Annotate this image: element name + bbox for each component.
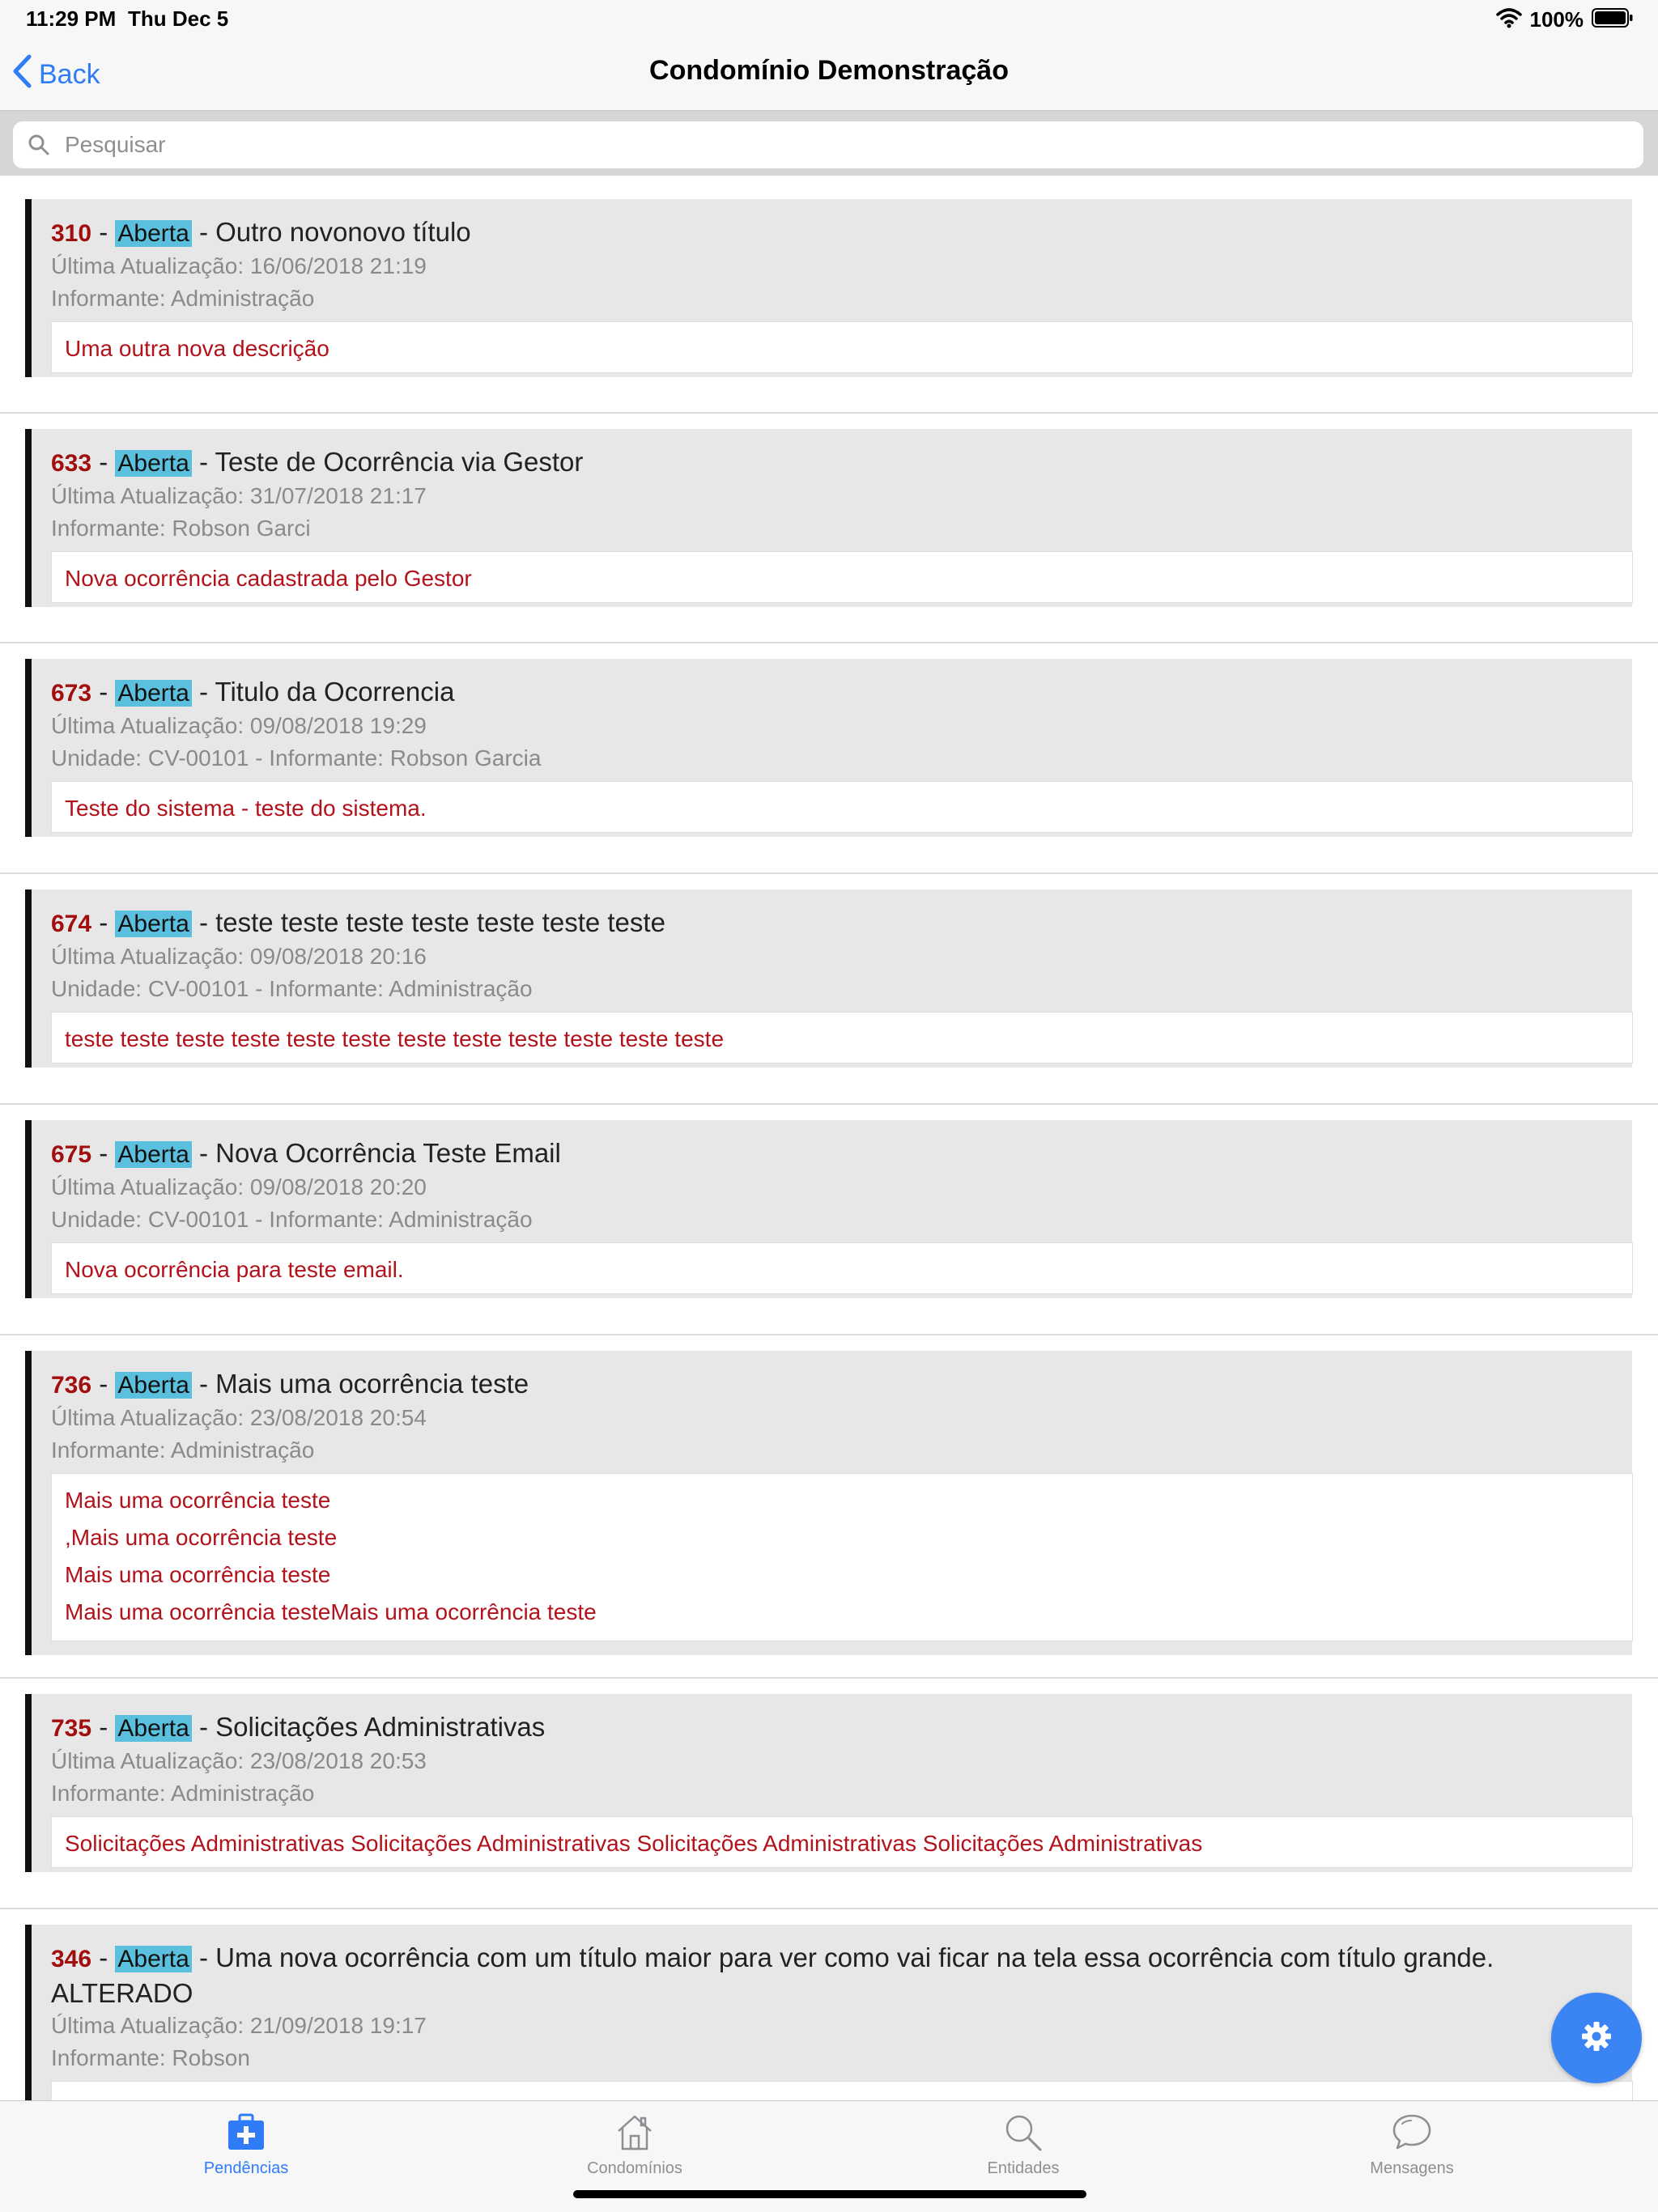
tab-label: Pendências	[203, 2159, 289, 2177]
wifi-icon	[1496, 7, 1522, 32]
occurrence-title-text: Mais uma ocorrência teste	[215, 1369, 529, 1399]
status-badge: Aberta	[115, 911, 191, 937]
tab-mensagens[interactable]	[1205, 2101, 1619, 2182]
magnifier-icon	[1001, 2111, 1045, 2155]
occurrence-card[interactable]	[25, 1120, 1632, 1298]
status-badge: Aberta	[115, 220, 191, 247]
list-item[interactable]	[0, 1103, 1658, 1335]
reporter-info: Informante: Administração	[51, 1781, 315, 1806]
reporter-info: Unidade: CV-00101 - Informante: Administração	[51, 976, 533, 1001]
back-label: Back	[39, 58, 100, 90]
reporter-info: Informante: Robson	[51, 2045, 250, 2070]
list-item[interactable]	[0, 176, 1658, 414]
battery-icon	[1592, 7, 1634, 32]
description-line: Uma outra nova descrição	[65, 336, 329, 361]
navigation-bar	[0, 39, 1658, 111]
occurrence-title-text: Solicitações Administrativas	[215, 1712, 546, 1742]
occurrence-card[interactable]	[25, 1925, 1632, 2100]
search-input[interactable]	[63, 131, 1605, 159]
occurrence-card[interactable]	[25, 429, 1632, 607]
battery-percent: 100%	[1529, 6, 1584, 32]
search-icon	[28, 133, 52, 157]
occurrence-number: 310	[51, 220, 92, 247]
occurrence-description	[51, 1816, 1633, 1868]
occurrence-title: 346 - Aberta - Uma nova ocorrência com um título maior para ver como vai ficar na tela essa ocorrência com título grande. ALTERADO	[51, 1942, 1494, 2008]
last-update: Última Atualização: 23/08/2018 20:54	[51, 1405, 427, 1430]
list-item[interactable]	[0, 642, 1658, 874]
occurrence-number: 675	[51, 1141, 92, 1168]
occurrence-list[interactable]	[0, 176, 1658, 2100]
occurrence-title-text: Nova Ocorrência Teste Email	[215, 1138, 561, 1168]
occurrence-description	[51, 1473, 1633, 1641]
description-line: Nova ocorrência cadastrada pelo Gestor	[65, 566, 472, 591]
list-item[interactable]	[0, 1334, 1658, 1679]
occurrence-title-text: Teste de Ocorrência via Gestor	[215, 447, 584, 477]
occurrence-card[interactable]	[25, 1694, 1632, 1872]
tab-pendencias[interactable]	[39, 2101, 453, 2182]
occurrence-number: 674	[51, 911, 92, 937]
occurrence-card[interactable]	[25, 889, 1632, 1068]
page-title: Condomínio Demonstração	[649, 55, 1009, 86]
description-line: Mais uma ocorrência testeMais uma ocorrência teste	[65, 1599, 597, 1624]
status-date: Thu Dec 5	[128, 6, 229, 31]
occurrence-title: 674 - Aberta - teste teste teste teste teste teste teste	[51, 907, 665, 937]
description-line: Nova ocorrência para teste email.	[65, 1257, 404, 1282]
description-line: Mais uma ocorrência teste	[65, 1488, 331, 1513]
last-update: Última Atualização: 09/08/2018 20:16	[51, 944, 427, 969]
occurrence-title: 735 - Aberta - Solicitações Administrativas	[51, 1712, 546, 1742]
gear-icon	[1580, 2020, 1613, 2057]
tab-condominios[interactable]	[427, 2101, 842, 2182]
reporter-info: Informante: Administração	[51, 1437, 315, 1463]
tab-label: Entidades	[987, 2159, 1060, 2177]
occurrence-title-text: Titulo da Ocorrencia	[215, 677, 455, 707]
occurrence-number: 735	[51, 1715, 92, 1742]
last-update: Última Atualização: 09/08/2018 20:20	[51, 1174, 427, 1199]
house-icon	[613, 2111, 657, 2155]
list-item[interactable]	[0, 412, 1658, 643]
occurrence-card[interactable]	[25, 199, 1632, 377]
last-update: Última Atualização: 09/08/2018 19:29	[51, 713, 427, 738]
occurrence-title-text: teste teste teste teste teste teste teste	[215, 907, 665, 937]
medical-kit-icon	[224, 2111, 268, 2155]
occurrence-description	[51, 2081, 1633, 2100]
chat-bubbles-icon	[1390, 2111, 1434, 2155]
home-indicator	[573, 2190, 1086, 2198]
occurrence-description	[51, 1012, 1633, 1064]
occurrence-title-text: Outro novonovo título	[215, 217, 471, 247]
description-line: Teste do sistema - teste do sistema.	[65, 796, 427, 821]
occurrence-title: 675 - Aberta - Nova Ocorrência Teste Email	[51, 1138, 561, 1168]
status-badge: Aberta	[115, 680, 191, 707]
status-badge: Aberta	[115, 450, 191, 477]
occurrence-title-text: Uma nova ocorrência com um título maior para ver como vai ficar na tela essa ocorrência com título grande. ALTERADO	[51, 1942, 1494, 2008]
status-badge: Aberta	[115, 1715, 191, 1742]
last-update: Última Atualização: 16/06/2018 21:19	[51, 253, 427, 278]
occurrence-description	[51, 321, 1633, 373]
occurrence-number: 346	[51, 1946, 92, 1972]
description-line: Mais uma ocorrência teste	[65, 1562, 331, 1587]
list-item[interactable]	[0, 872, 1658, 1105]
tab-label: Mensagens	[1370, 2159, 1454, 2177]
description-line: teste teste teste teste teste teste teste teste teste teste teste teste	[65, 1026, 725, 1051]
occurrence-number: 673	[51, 680, 92, 707]
last-update: Última Atualização: 23/08/2018 20:53	[51, 1748, 427, 1773]
reporter-info: Informante: Administração	[51, 286, 315, 311]
occurrence-description	[51, 1242, 1633, 1294]
occurrence-title: 673 - Aberta - Titulo da Ocorrencia	[51, 677, 455, 707]
tab-label: Condomínios	[587, 2159, 682, 2177]
search-box[interactable]	[13, 121, 1643, 168]
occurrence-card[interactable]	[25, 659, 1632, 837]
description-line: Solicitações Administrativas Solicitações Administrativas Solicitações Administrativas Solicitações Administrativas	[65, 1831, 1203, 1856]
reporter-info: Unidade: CV-00101 - Informante: Robson Garcia	[51, 745, 542, 771]
settings-button[interactable]	[1551, 1993, 1642, 2083]
description-line: ,Mais uma ocorrência teste	[65, 1525, 338, 1550]
status-indicators	[1496, 5, 1635, 34]
last-update: Última Atualização: 31/07/2018 21:17	[51, 483, 427, 508]
last-update: Última Atualização: 21/09/2018 19:17	[51, 2013, 427, 2038]
occurrence-number: 633	[51, 450, 92, 477]
reporter-info: Unidade: CV-00101 - Informante: Administração	[51, 1207, 533, 1232]
status-time: 11:29 PM	[26, 6, 117, 31]
status-bar	[0, 0, 1658, 39]
occurrence-title: 736 - Aberta - Mais uma ocorrência teste	[51, 1369, 529, 1399]
status-badge: Aberta	[115, 1372, 191, 1399]
occurrence-number: 736	[51, 1372, 92, 1399]
occurrence-title: 633 - Aberta - Teste de Ocorrência via Gestor	[51, 447, 584, 477]
occurrence-description	[51, 551, 1633, 603]
status-badge: Aberta	[115, 1946, 191, 1972]
tab-entidades[interactable]	[816, 2101, 1231, 2182]
search-area	[0, 111, 1658, 176]
reporter-info: Informante: Robson Garci	[51, 516, 311, 541]
occurrence-title: 310 - Aberta - Outro novonovo título	[51, 217, 471, 247]
occurrence-description	[51, 781, 1633, 833]
list-item[interactable]	[0, 1677, 1658, 1909]
list-item[interactable]	[0, 1908, 1658, 2100]
status-badge: Aberta	[115, 1141, 191, 1168]
occurrence-card[interactable]	[25, 1351, 1632, 1655]
